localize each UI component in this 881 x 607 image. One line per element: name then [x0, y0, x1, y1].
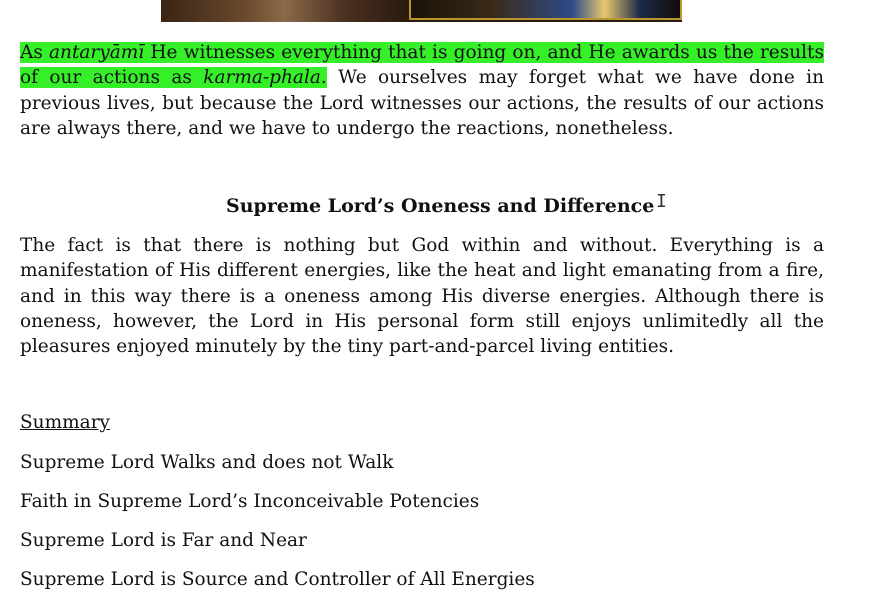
section-heading: Supreme Lord’s Oneness and Difference: [226, 195, 655, 217]
summary-item: Supreme Lord Walks and does not Walk: [20, 452, 394, 473]
image-left-panel: [161, 0, 407, 22]
image-right-panel: [409, 0, 682, 20]
section-paragraph: The fact is that there is nothing but God within and without. Everything is a manifestation of His different energies, like the heat and light emanating from a fire, and in this way there is a oneness among His diverse energies. Although there is oneness, however, the Lord in His personal form still enjoys unlimitedly all the pleasures enjoyed minutely by the tiny part-and-parcel living entities.: [20, 235, 824, 358]
summary-title: Summary: [20, 412, 110, 433]
text-cursor-icon: I: [656, 191, 667, 212]
summary-item: Supreme Lord is Far and Near: [20, 530, 307, 551]
intro-paragraph: As antaryāmī He witnesses everything that is going on, and He awards us the results of our actions as karma-phala. We ourselves may forget what we have done in previous lives, but because the Lord witnesses our actions, the results of our actions are always there, and we have to undergo the reactions, nonetheless.: [20, 42, 825, 139]
summary-item: Faith in Supreme Lord’s Inconceivable Potencies: [20, 491, 480, 512]
highlighted-text: As antaryāmī He witnesses everything that is going on, and He awards us the results of our actions as karma-phala.: [20, 42, 824, 89]
summary-item: Supreme Lord is Source and Controller of All Energies: [20, 569, 535, 590]
top-image-strip: [161, 0, 682, 22]
